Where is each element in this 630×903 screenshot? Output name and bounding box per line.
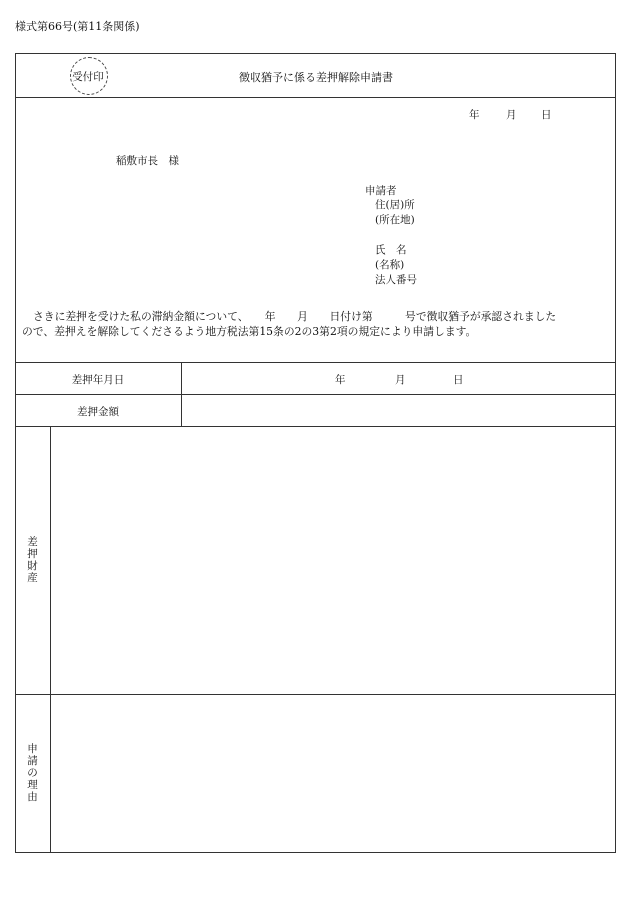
seized-property-field[interactable] [51, 427, 614, 694]
seized-property-char: 産 [27, 572, 38, 584]
seized-property-char: 押 [27, 548, 38, 560]
date-month-label: 月 [506, 109, 517, 121]
application-statement-line-1: さきに差押を受けた私の滞納金額について、 年 月 日付け第 号で徴収猶予が承認されました [33, 310, 557, 323]
reason-char: 請 [27, 755, 38, 767]
seized-property-label [15, 536, 50, 584]
title-divider [15, 97, 615, 98]
applicant-heading: 申請者 [365, 185, 397, 197]
reason-field[interactable] [51, 695, 614, 851]
reason-char: 申 [27, 743, 38, 755]
reason-char: 理 [27, 779, 38, 791]
applicant-name-sub: (名称) [375, 259, 405, 271]
reason-label [15, 743, 50, 803]
document-title: 徴収猶予に係る差押解除申請書 [239, 71, 393, 84]
seized-property-char: 財 [27, 560, 38, 572]
date-day-label: 日 [541, 109, 552, 121]
form-number: 様式第66号(第11条関係) [15, 20, 140, 33]
reason-char: の [27, 767, 38, 779]
applicant-corp-number-label: 法人番号 [375, 274, 417, 286]
addressee: 稲敷市長 様 [116, 155, 179, 167]
applicant-address-label: 住(居)所 [375, 199, 415, 211]
seizure-amount-field[interactable] [182, 395, 614, 426]
seizure-date-year: 年 [335, 374, 346, 386]
seizure-date-month: 月 [395, 374, 406, 386]
date-year-label: 年 [469, 109, 480, 121]
seizure-date-label: 差押年月日 [71, 374, 125, 386]
application-statement-line-2: ので、差押えを解除してくださるよう地方税法第15条の2の3第2項の規定により申請します。 [22, 325, 477, 338]
reception-stamp-label: 受付印 [72, 71, 104, 83]
seizure-date-day: 日 [453, 374, 464, 386]
seized-property-char: 差 [27, 536, 38, 548]
reason-char: 由 [27, 791, 38, 803]
seizure-amount-label: 差押金額 [77, 406, 119, 418]
application-statement [22, 309, 614, 339]
seizure-date-field[interactable] [182, 363, 614, 394]
applicant-address-sub: (所在地) [375, 214, 415, 226]
property-divider-left [15, 694, 50, 695]
applicant-name-label: 氏 名 [375, 244, 407, 256]
